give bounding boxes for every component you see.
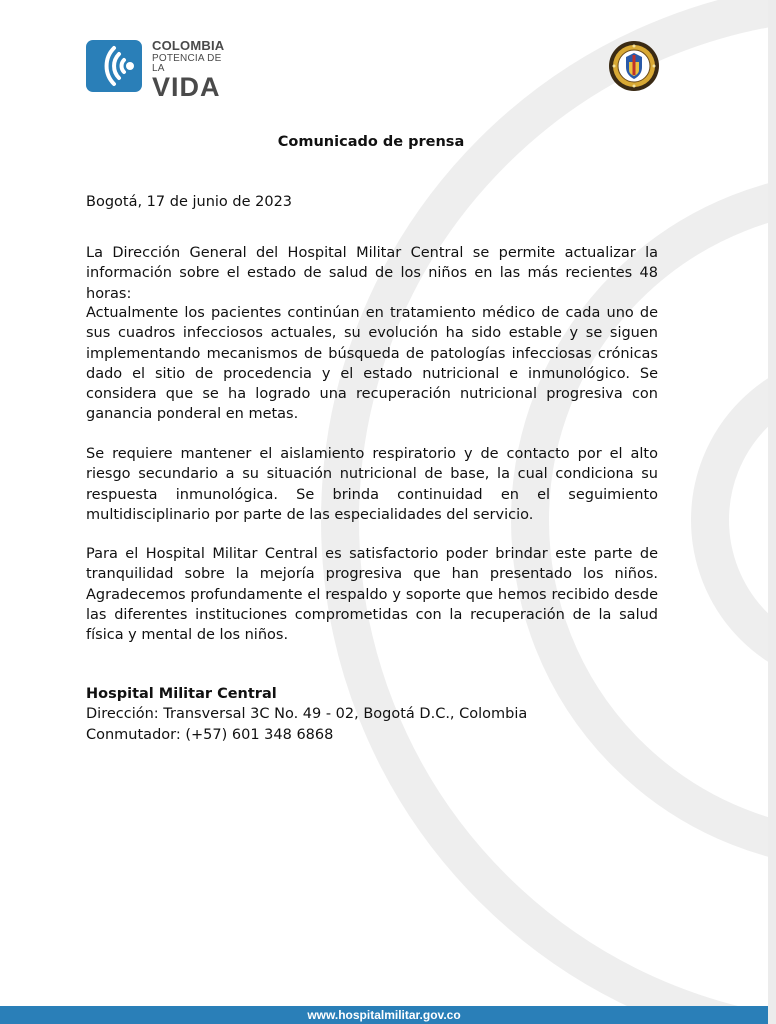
document-date: Bogotá, 17 de junio de 2023 [86, 194, 293, 210]
logo-line-colombia: COLOMBIA [152, 38, 225, 53]
logo-line-potencia: POTENCIA DE LA [152, 53, 222, 74]
colombia-logo [86, 38, 236, 102]
contact-block [86, 684, 527, 745]
footer-bar [0, 1006, 768, 1024]
paragraph-intro: La Dirección General del Hospital Militar Central se permite actualizar la información sobre el estado de salud de los niños en las más recientes 48 horas: [86, 245, 658, 302]
document-title: Comunicado de prensa [277, 134, 465, 150]
logo-line-vida: VIDA [152, 72, 221, 102]
contact-organization: Hospital Militar Central [86, 686, 277, 702]
paragraph-isolation: Se requiere mantener el aislamiento respiratorio y de contacto por el alto riesgo secundario a su situación nutricional de base, la cual condiciona su respuesta inmunológica. Se brinda continuidad en el seguimiento multidisciplinario por parte de las especialidades del servicio. [86, 446, 658, 523]
contact-phone: Conmutador: (+57) 601 348 6868 [86, 726, 334, 743]
paragraph-gratitude: Para el Hospital Militar Central es satisfactorio poder brindar este parte de tranquilidad sobre la mejoría progresiva que han presentado los niños. Agradecemos profundamente el respaldo y soporte que hemos recibido desde las diferentes instituciones comprometidas con la recuperación de la salud física y mental de los niños. [86, 546, 658, 644]
contact-address: Dirección: Transversal 3C No. 49 - 02, Bogotá D.C., Colombia [86, 706, 528, 723]
paragraph-treatment: Actualmente los pacientes continúan en tratamiento médico de cada uno de sus cuadros infecciosos actuales, su evolución ha sido estable y se siguen implementando mecanismos de búsqueda de patologías infecciosas crónicas dado el sitio de procedencia y el estado nutricional e inmunológico. Se considera que se ha logrado una recuperación nutricional progresiva con ganancia ponderal en metas. [86, 305, 658, 423]
hospital-seal-icon [608, 40, 660, 92]
footer-url-link[interactable]: www.hospitalmilitar.gov.co [307, 1008, 461, 1022]
page-edge [768, 0, 776, 1024]
signal-waves-icon [86, 40, 142, 92]
